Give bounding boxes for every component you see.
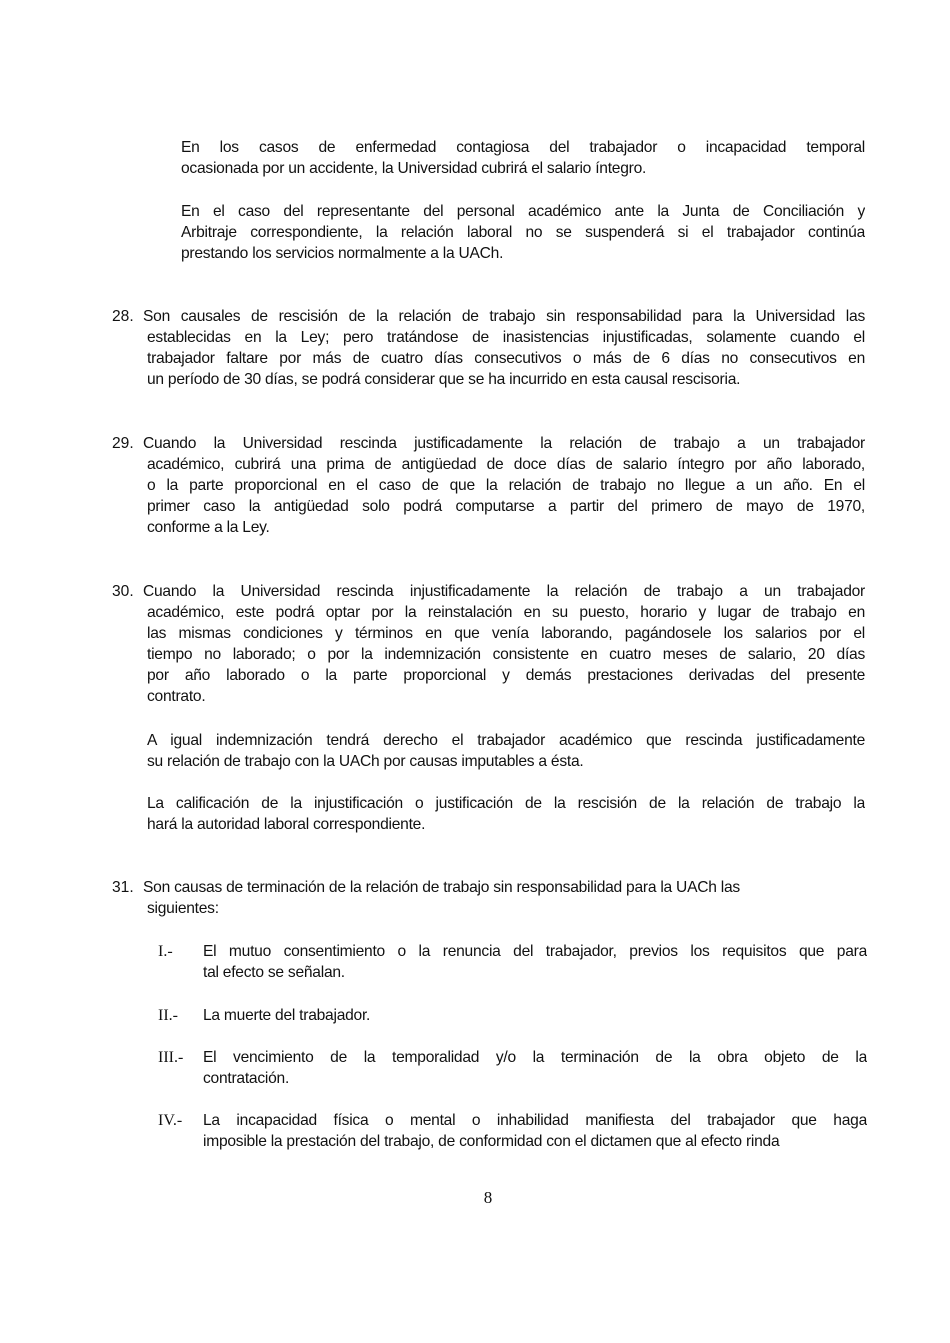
clause-number: 29. [112, 435, 134, 452]
text-line: tiempo no laborado; o por la indemnización consistente en cuatro meses de salario, 20 días [147, 646, 865, 663]
text-line: su relación de trabajo con la UACh por causas imputables a ésta. [147, 753, 584, 770]
numbered-clause [112, 581, 865, 707]
text-line: Cuando la Universidad rescinda injustificadamente la relación de trabajo a un trabajador [143, 583, 865, 600]
text-line: ocasionada por un accidente, la Universidad cubrirá el salario íntegro. [181, 160, 647, 177]
numbered-clause [112, 433, 865, 538]
roman-sub-item [158, 1047, 867, 1089]
text-line: siguientes: [147, 900, 219, 917]
text-line: un período de 30 días, se podrá considerar que se ha incurrido en esta causal rescisoria. [147, 371, 741, 388]
page-number: 8 [483, 1188, 493, 1207]
roman-label: II.- [158, 1007, 178, 1024]
text-line: contratación. [203, 1070, 290, 1087]
text-line: imposible la prestación del trabajo, de conformidad con el dictamen que al efecto rinda [203, 1133, 780, 1150]
clause-number: 31. [112, 879, 134, 896]
text-line: primer caso la antigüedad solo podrá computarse a partir del primero de mayo de 1970, [147, 498, 865, 515]
text-line: trabajador faltare por más de cuatro días consecutivos o más de 6 días no consecutivos en [147, 350, 865, 367]
text-line: La incapacidad física o mental o inhabilidad manifiesta del trabajador que haga [203, 1112, 867, 1129]
roman-sub-item [158, 1110, 867, 1152]
text-line: hará la autoridad laboral correspondiente. [147, 816, 426, 833]
numbered-clause [112, 877, 865, 919]
text-line: prestando los servicios normalmente a la UACh. [181, 245, 504, 262]
text-line: establecidas en la Ley; pero tratándose de inasistencias injustificadas, solamente cuando el [147, 329, 865, 346]
text-line: las mismas condiciones y términos en que venía laborando, pagándosele los salarios por el [147, 625, 865, 642]
clause-number: 30. [112, 583, 134, 600]
text-line: La calificación de la injustificación o justificación de la rescisión de la relación de trabajo la [147, 795, 865, 812]
text-line: conforme a la Ley. [147, 519, 270, 536]
text-line: contrato. [147, 688, 206, 705]
text-line: A igual indemnización tendrá derecho el trabajador académico que rescinda justificadamente [147, 732, 865, 749]
roman-sub-item [158, 1005, 867, 1026]
paragraph [181, 201, 865, 264]
text-line: En el caso del representante del personal académico ante la Junta de Conciliación y [181, 203, 865, 220]
text-line: o la parte proporcional en el caso de que la relación de trabajo no llegue a un año. En el [147, 477, 865, 494]
roman-sub-item [158, 941, 867, 983]
paragraph [147, 793, 865, 835]
text-line: La muerte del trabajador. [203, 1007, 371, 1024]
clause-number: 28. [112, 308, 134, 325]
text-line: Son causales de rescisión de la relación de trabajo sin responsabilidad para la Universidad las [143, 308, 865, 325]
roman-label: I.- [158, 943, 173, 960]
numbered-clause [112, 306, 865, 390]
roman-label: IV.- [158, 1112, 183, 1129]
text-line: Arbitraje correspondiente, la relación laboral no se suspenderá si el trabajador continúa [181, 224, 865, 241]
text-line: académico, este podrá optar por la reinstalación en su puesto, horario y lugar de trabajo en [147, 604, 865, 621]
roman-label: III.- [158, 1049, 184, 1066]
text-line: académico, cubrirá una prima de antigüedad de doce días de salario íntegro por año laborado, [147, 456, 865, 473]
text-line: En los casos de enfermedad contagiosa del trabajador o incapacidad temporal [181, 139, 865, 156]
text-line: El vencimiento de la temporalidad y/o la terminación de la obra objeto de la [203, 1049, 867, 1066]
text-line: por año laborado o la parte proporcional y demás prestaciones derivadas del presente [147, 667, 865, 684]
paragraph [147, 730, 865, 772]
text-line: El mutuo consentimiento o la renuncia del trabajador, previos los requisitos que para [203, 943, 867, 960]
text-line: Son causas de terminación de la relación de trabajo sin responsabilidad para la UACh las [143, 879, 740, 896]
text-line: tal efecto se señalan. [203, 964, 345, 981]
text-line: Cuando la Universidad rescinda justificadamente la relación de trabajo a un trabajador [143, 435, 865, 452]
paragraph [181, 137, 865, 179]
